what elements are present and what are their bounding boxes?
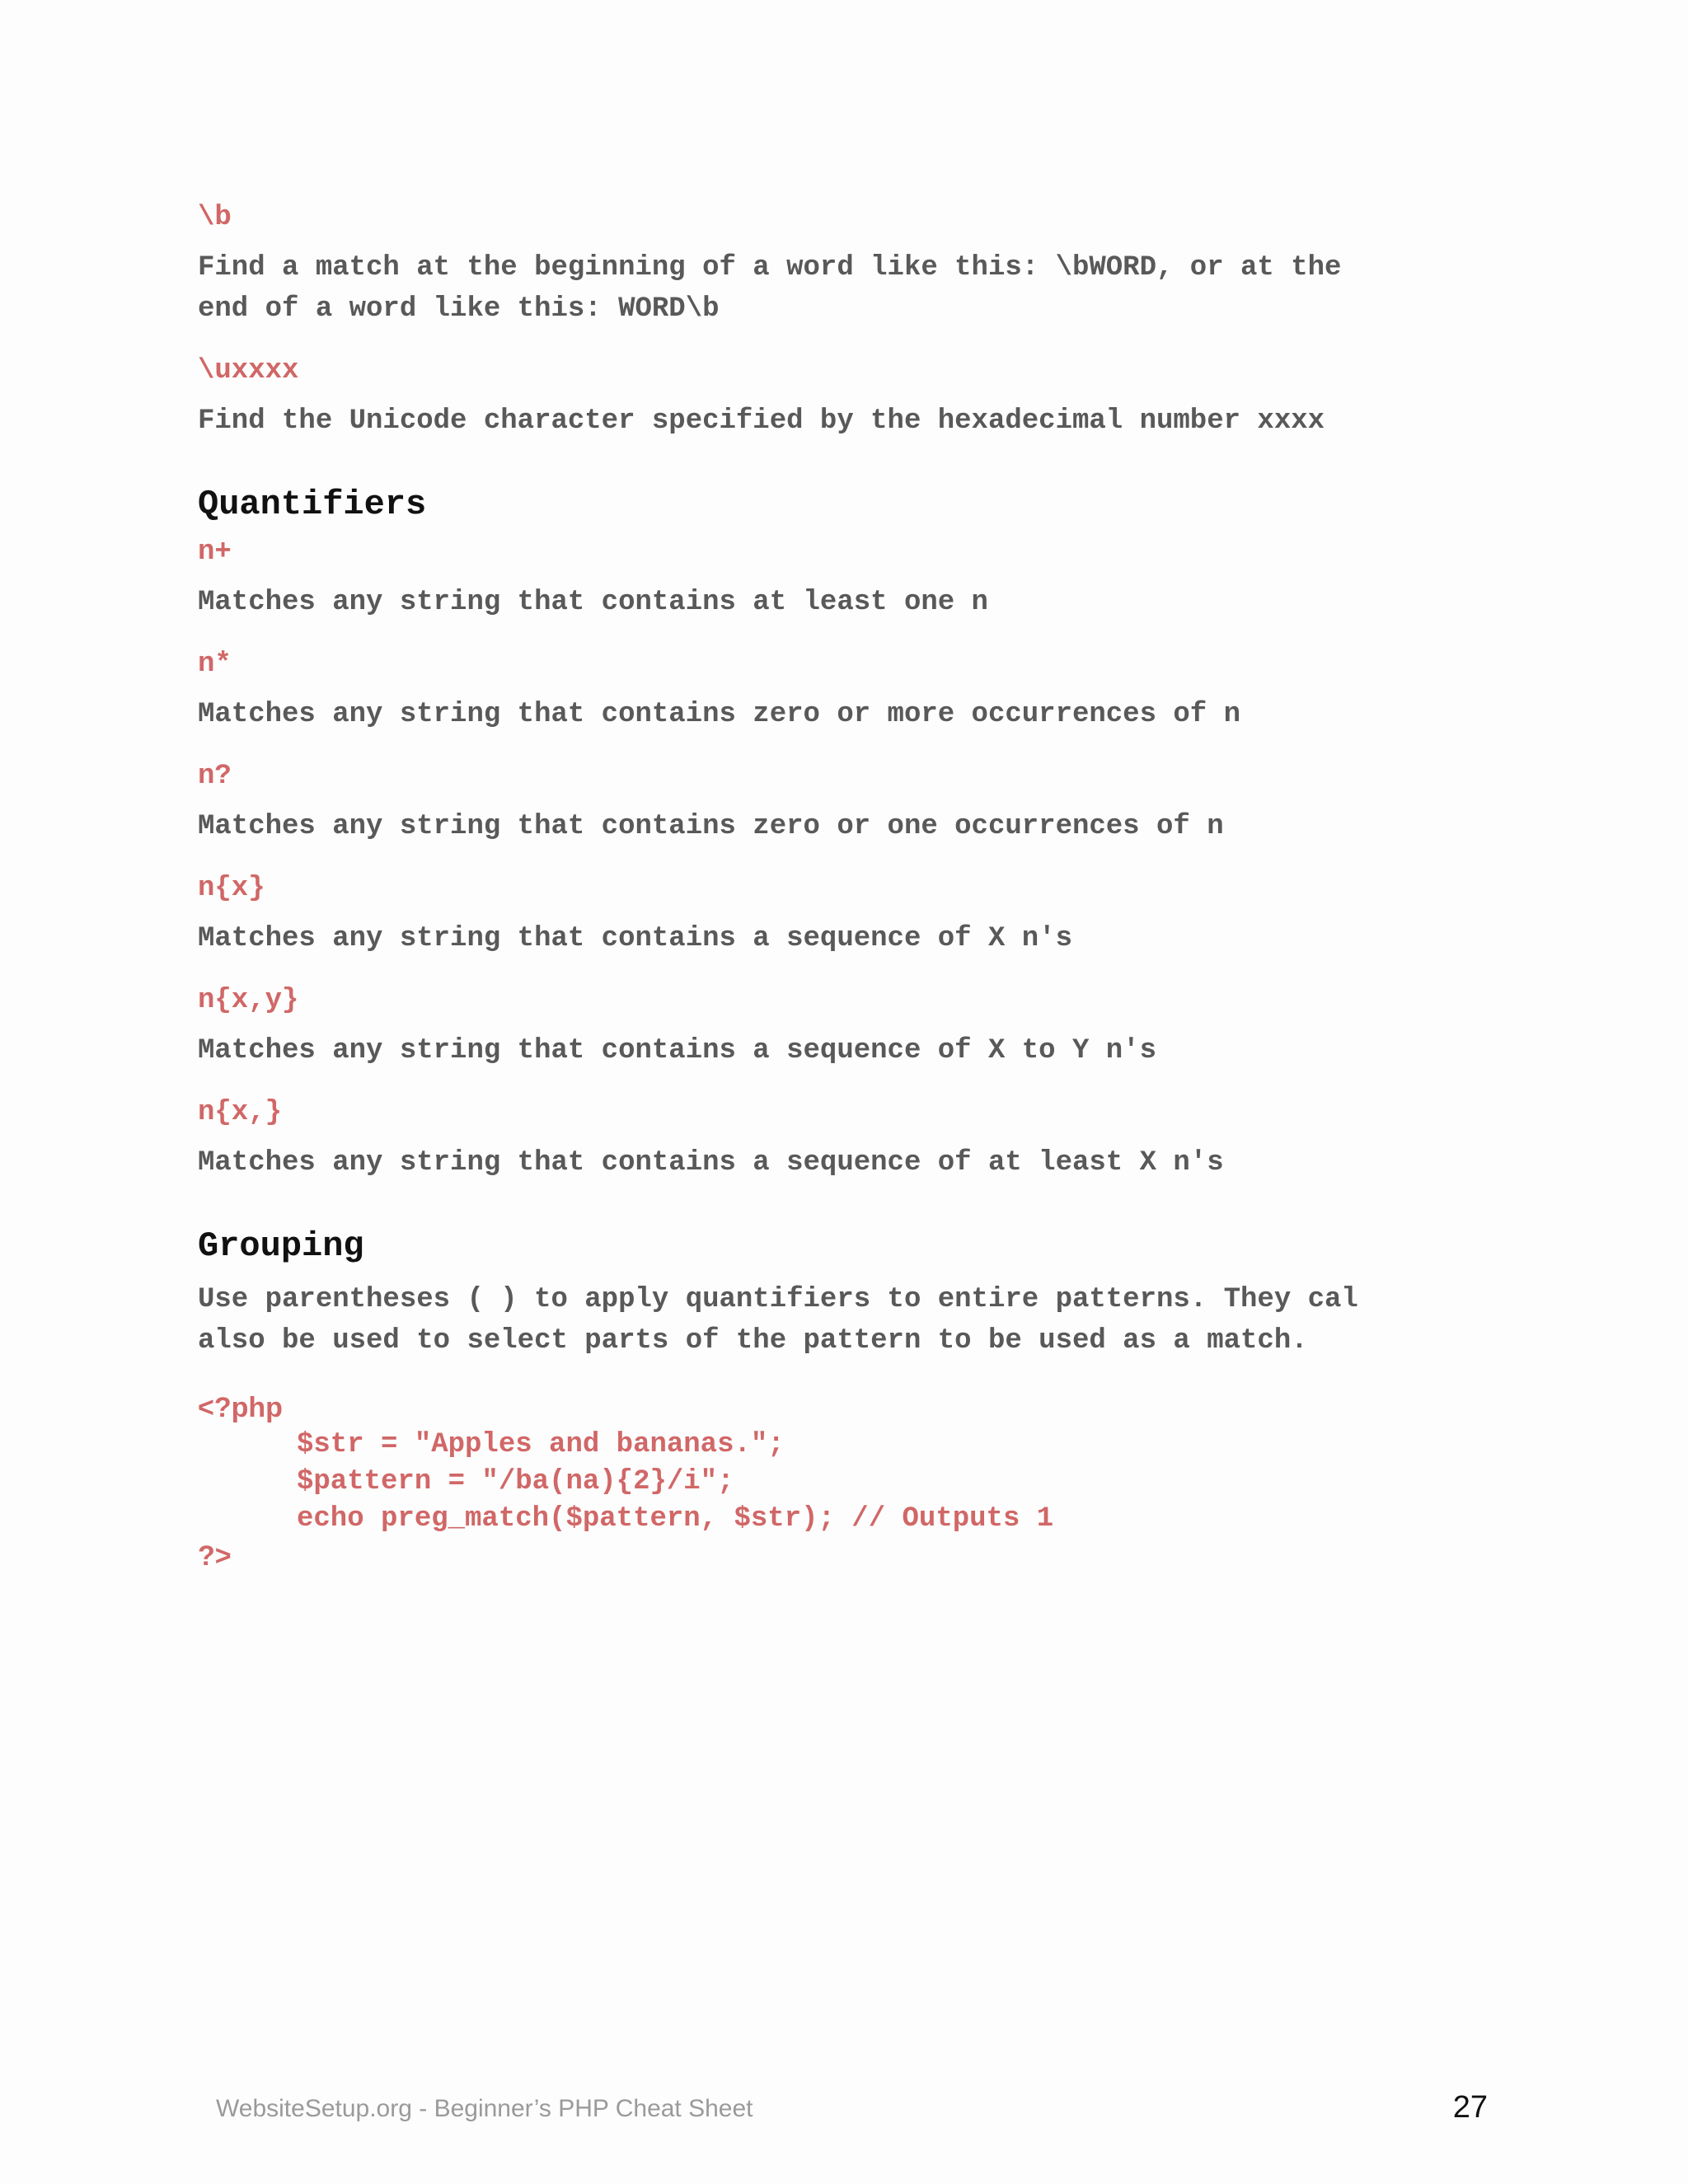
code-example [198, 1390, 1517, 1575]
grouping-description: Use parentheses ( ) to apply quantifiers to entire patterns. They cal also be used to select parts of the pattern to be used as a match. [198, 1284, 1358, 1357]
page-content [198, 198, 1517, 1575]
entry-term: n{x} [198, 873, 265, 904]
entry-description: Matches any string that contains zero or one occurrences of n [198, 811, 1224, 842]
entry-description: Find a match at the beginning of a word like this: \bWORD, or at the end of a word like this: WORD\b [198, 252, 1342, 325]
entry-term: n{x,} [198, 1097, 283, 1128]
quantifier-entry [198, 981, 1517, 1071]
section-heading-quantifiers: Quantifiers [198, 485, 427, 524]
quantifier-entry [198, 644, 1517, 735]
code-line: echo preg_match($pattern, $str); // Outputs 1 [297, 1503, 1054, 1535]
quantifier-entry [198, 869, 1517, 959]
quantifier-entry [198, 532, 1517, 623]
section-heading-grouping: Grouping [198, 1226, 364, 1266]
page-number: 27 [1452, 2090, 1488, 2125]
quantifier-entry [198, 757, 1517, 847]
entry-term: n? [198, 761, 232, 792]
code-line: $str = "Apples and bananas."; [297, 1429, 785, 1460]
code-line: $pattern = "/ba(na){2}/i"; [297, 1466, 734, 1497]
entry-term: n+ [198, 537, 232, 568]
entry-term: n{x,y} [198, 985, 299, 1016]
entry-description: Matches any string that contains at least one n [198, 587, 988, 618]
entry-description: Find the Unicode character specified by the hexadecimal number xxxx [198, 405, 1325, 437]
entry-term: \uxxxx [198, 355, 299, 387]
entry-description: Matches any string that contains a sequence of at least X n's [198, 1147, 1224, 1179]
php-open-tag: <?php [198, 1392, 283, 1423]
entry-description: Matches any string that contains a sequence of X to Y n's [198, 1035, 1156, 1066]
entry-term: \b [198, 202, 232, 233]
quantifier-entry [198, 1093, 1517, 1183]
footer-source: WebsiteSetup.org - Beginner’s PHP Cheat Sheet [216, 2095, 753, 2122]
entry-description: Matches any string that contains a sequence of X n's [198, 923, 1072, 954]
php-close-tag: ?> [198, 1540, 232, 1572]
entry-unicode [198, 351, 1517, 442]
entry-word-boundary [198, 198, 1517, 330]
entry-description: Matches any string that contains zero or more occurrences of n [198, 699, 1241, 730]
entry-term: n* [198, 649, 232, 680]
